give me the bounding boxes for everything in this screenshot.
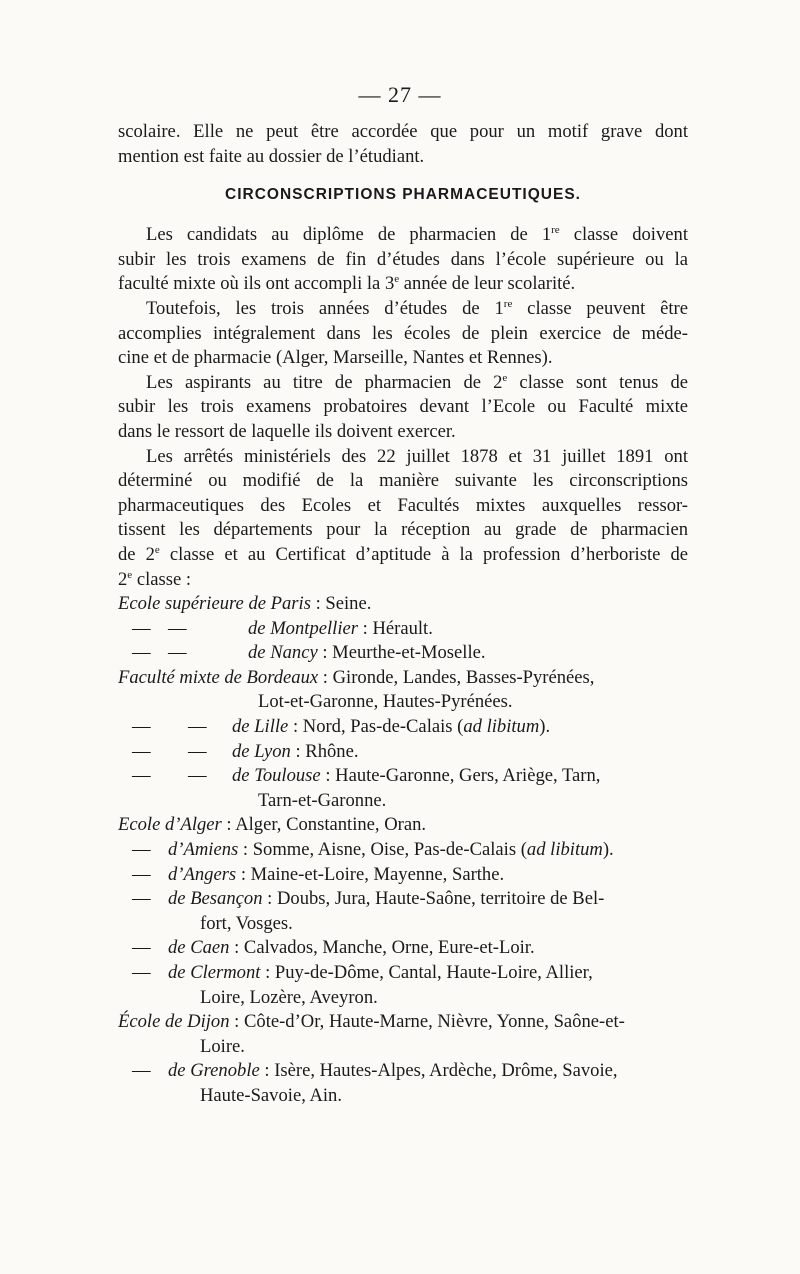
para3-line-2: subir les trois examens probatoires devant l’Ecole ou Faculté mixte <box>118 396 688 418</box>
city-name: de Lyon <box>232 740 291 762</box>
text-run: classe sont tenus de <box>507 371 688 393</box>
ditto-dash: — <box>132 765 151 787</box>
text-run: Les aspirants au titre de pharmacien de 2 <box>146 371 503 393</box>
text-run: Toutefois, les trois années d’études de 1 <box>146 297 504 319</box>
ditto-dash: — <box>132 642 151 664</box>
departments: : Isère, Hautes-Alpes, Ardèche, Drôme, Savoie, <box>259 1060 618 1082</box>
text-run: de 2 <box>118 543 155 565</box>
departments: : Seine. <box>310 593 372 615</box>
text-run: faculté mixte où ils ont accompli la 3 <box>118 273 395 295</box>
list-item-bordeaux <box>118 666 688 691</box>
body-text <box>118 120 688 1109</box>
departments: : Alger, Constantine, Oran. <box>221 814 427 836</box>
list-item-alger <box>118 813 688 838</box>
list-item-besancon <box>118 887 688 912</box>
departments: : Somme, Aisne, Oise, Pas-de-Calais ( <box>238 839 527 861</box>
text-run: classe doivent <box>559 224 688 246</box>
ditto-dash: — <box>132 740 151 762</box>
para4-line-5 <box>118 543 688 568</box>
para1-line-2: subir les trois examens de fin d’études dans l’école supérieure ou la <box>118 248 688 270</box>
para3-line-3: dans le ressort de laquelle ils doivent exercer. <box>118 420 456 442</box>
ditto-dash: — <box>132 937 151 959</box>
city-name: de Grenoble <box>168 1060 260 1082</box>
para2-line-3: cine et de pharmacie (Alger, Marseille, Nantes et Rennes). <box>118 347 553 369</box>
departments: ). <box>539 716 551 738</box>
city-name: d’Angers <box>168 863 237 885</box>
school-name: Faculté mixte de Bordeaux <box>118 666 319 688</box>
para1-line-3 <box>118 272 688 297</box>
text-run: classe et au Certificat d’aptitude à la profession d’herboriste de <box>159 543 688 565</box>
list-item-grenoble <box>118 1059 688 1084</box>
list-item-lyon <box>118 740 688 765</box>
list-item-paris <box>118 592 688 617</box>
list-item-nancy <box>118 641 688 666</box>
departments: : Nord, Pas-de-Calais ( <box>288 716 464 738</box>
ditto-dash: — <box>132 1060 151 1082</box>
list-item-clermont <box>118 961 688 986</box>
ditto-dash: — <box>132 839 151 861</box>
ditto-dash: — <box>168 642 187 664</box>
departments: : Maine-et-Loire, Mayenne, Sarthe. <box>236 863 505 885</box>
list-item-caen <box>118 936 688 961</box>
city-name: d’Amiens <box>168 839 239 861</box>
section-heading: CIRCONSCRIPTIONS PHARMACEUTIQUES. <box>225 186 581 204</box>
para4-line-4: tissent les départements pour la réception au grade de pharmacien <box>118 519 688 541</box>
departments: : Meurthe-et-Moselle. <box>317 642 486 664</box>
ditto-dash: — <box>132 888 151 910</box>
departments: : Hérault. <box>357 617 433 639</box>
para2-line-1 <box>118 297 688 322</box>
text-run: classe : <box>132 568 192 590</box>
superscript: re <box>551 224 560 237</box>
list-item-besancon-cont: fort, Vosges. <box>200 912 293 934</box>
superscript: e <box>502 371 508 384</box>
ditto-dash: — <box>168 617 187 639</box>
city-name: de Clermont <box>168 962 261 983</box>
list-item-dijon-cont: Loire. <box>200 1035 245 1057</box>
city-name: de Lille <box>232 716 289 738</box>
ditto-dash: — <box>188 765 207 787</box>
list-item-grenoble-cont: Haute-Savoie, Ain. <box>200 1084 343 1106</box>
list-item-bordeaux-cont: Lot-et-Garonne, Hautes-Pyrénées. <box>258 691 513 713</box>
para2-line-2: accomplies intégralement dans les écoles de plein exercice de méde- <box>118 322 688 344</box>
city-name: de Besançon <box>168 888 263 910</box>
para4-line-3: pharmaceutiques des Ecoles et Facultés mixtes auxquelles ressor- <box>118 494 688 516</box>
list-item-angers <box>118 863 688 888</box>
departments: : Haute-Garonne, Gers, Ariège, Tarn, <box>320 765 601 787</box>
intro-line-1: scolaire. Elle ne peut être accordée que pour un motif grave dont <box>118 121 688 142</box>
city-name: de Montpellier <box>248 617 358 639</box>
superscript: e <box>394 273 400 286</box>
superscript: re <box>503 297 513 310</box>
text-run: année de leur scolarité. <box>399 273 576 295</box>
departments: ). <box>602 839 614 861</box>
ditto-dash: — <box>132 716 151 738</box>
ditto-dash: — <box>188 740 207 762</box>
departments: : Calvados, Manche, Orne, Eure-et-Loir. <box>229 937 535 959</box>
ditto-dash: — <box>132 962 151 983</box>
list-item-montpellier <box>118 617 688 642</box>
list-item-lille <box>118 715 688 740</box>
ditto-dash: — <box>188 716 207 738</box>
text-run: Les candidats au diplôme de pharmacien de 1 <box>146 224 552 246</box>
departments: : Côte-d’Or, Haute-Marne, Nièvre, Yonne, Saône-et- <box>229 1011 625 1033</box>
text-run: 2 <box>118 568 128 590</box>
city-name: de Caen <box>168 937 230 959</box>
list-item-amiens <box>118 838 688 863</box>
school-name: École de Dijon <box>118 1011 230 1033</box>
para4-line-2: déterminé ou modifié de la manière suivante les circonscriptions <box>118 470 688 492</box>
ditto-dash: — <box>132 863 151 885</box>
ad-libitum: ad libitum <box>463 716 540 738</box>
departments: : Doubs, Jura, Haute-Saône, territoire de Bel- <box>262 888 605 910</box>
para4-line-6 <box>118 568 688 593</box>
city-name: de Nancy <box>248 642 318 664</box>
para1-line-1 <box>118 223 688 248</box>
school-name: Ecole supérieure de Paris <box>118 593 311 615</box>
ad-libitum: ad libitum <box>526 839 603 861</box>
para3-line-1 <box>118 371 688 396</box>
school-name: Ecole d’Alger <box>118 814 222 836</box>
superscript: e <box>154 543 160 556</box>
text-run: classe peuvent être <box>512 297 688 319</box>
intro-line-2: mention est faite au dossier de l’étudiant. <box>118 145 425 167</box>
list-item-toulouse <box>118 764 688 789</box>
departments: : Gironde, Landes, Basses-Pyrénées, <box>318 666 595 688</box>
para4-line-1: Les arrêtés ministériels des 22 juillet 1878 et 31 juillet 1891 ont <box>146 445 688 467</box>
superscript: e <box>127 568 133 581</box>
page-number: — 27 — <box>358 82 442 107</box>
departments: : Puy-de-Dôme, Cantal, Haute-Loire, Allier, <box>260 962 593 983</box>
ditto-dash: — <box>132 617 151 639</box>
list-item-toulouse-cont: Tarn-et-Garonne. <box>258 789 387 811</box>
departments: : Rhône. <box>290 740 359 762</box>
list-item-clermont-cont: Loire, Lozère, Aveyron. <box>200 986 378 1008</box>
city-name: de Toulouse <box>232 765 321 787</box>
list-item-dijon <box>118 1010 688 1035</box>
